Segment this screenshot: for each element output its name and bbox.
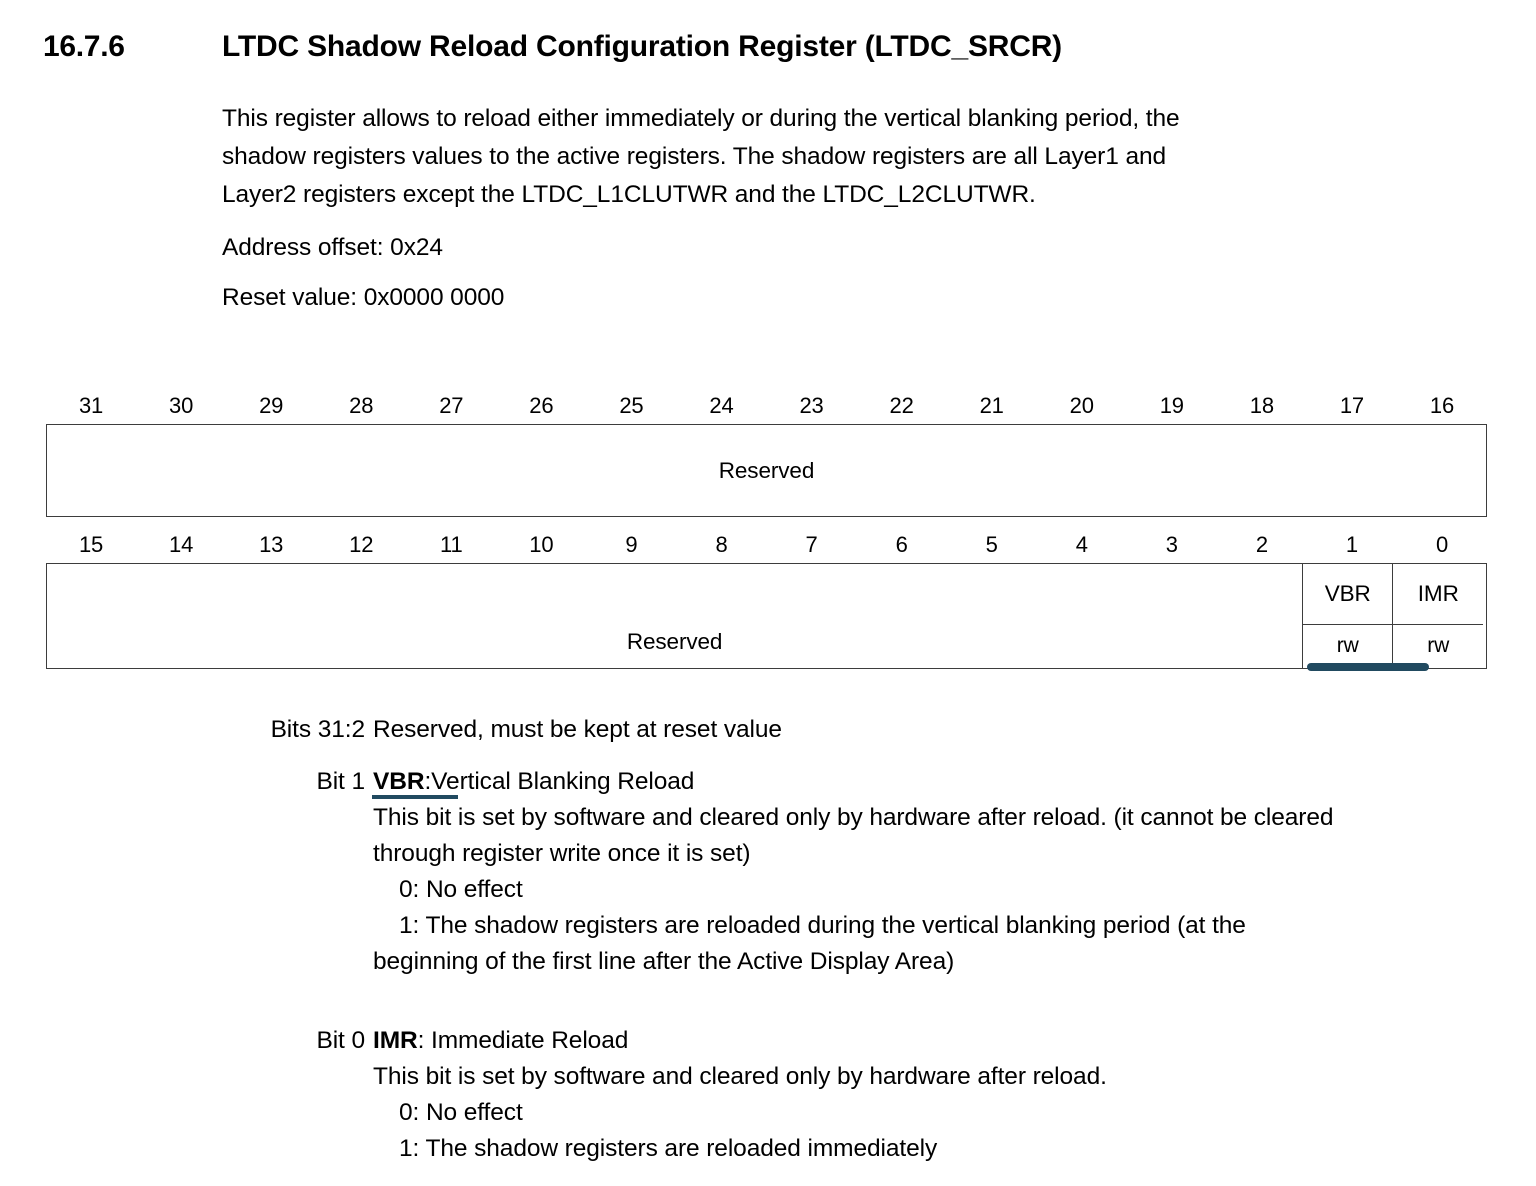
bit-number: 14 — [169, 532, 194, 557]
underlined-field-name-annotation — [373, 764, 431, 800]
bit-field-cell-reserved — [47, 564, 1303, 668]
bit-number-row-low — [46, 531, 1487, 563]
page-heading — [0, 30, 1536, 80]
bit-number: 27 — [439, 393, 464, 418]
bit-number: 0 — [1435, 532, 1448, 557]
section-number: 16.7.6 — [43, 30, 125, 63]
bit-description-body — [373, 712, 1513, 748]
bit-number: 7 — [805, 532, 818, 557]
bit-number: 30 — [169, 393, 194, 418]
bit-field-name-vbr: VBR — [1324, 580, 1371, 606]
bit-number: 23 — [799, 393, 824, 418]
bit-number: 16 — [1429, 393, 1454, 418]
bit-value-line: 1: The shadow registers are reloaded immediately — [399, 1135, 938, 1162]
bit-range-label: Bits 31:2 — [270, 716, 365, 743]
bit-number: 2 — [1255, 532, 1268, 557]
reset-value: Reset value: 0x0000 0000 — [222, 284, 505, 311]
bit-field-separator: : — [417, 1027, 432, 1054]
bit-field-column-imr — [1393, 564, 1483, 668]
bit-field-row-low — [46, 563, 1487, 669]
bit-number: 4 — [1075, 532, 1088, 557]
bit-description-body — [373, 764, 1513, 980]
bit-number: 22 — [889, 393, 914, 418]
bit-value-line: 0: No effect — [399, 1099, 523, 1126]
bit-description-line: through register write once it is set) — [373, 840, 751, 867]
intro-paragraph — [222, 100, 1492, 214]
bit-value-line: 1: The shadow registers are reloaded during the vertical blanking period (at the — [399, 912, 1246, 939]
bit-range-label: Bit 0 — [316, 1027, 365, 1054]
bit-number: 20 — [1069, 393, 1094, 418]
bit-number: 18 — [1249, 393, 1274, 418]
register-bit-table-high — [46, 392, 1487, 517]
bit-field-title-line — [373, 1023, 1513, 1059]
bit-value-line-continued: beginning of the first line after the Active Display Area) — [373, 948, 955, 975]
bit-field-cell-reserved: Reserved — [47, 425, 1486, 516]
bit-field-row-high — [46, 424, 1487, 517]
bit-description-reserved — [0, 712, 1536, 764]
bit-number-row-high — [46, 392, 1487, 424]
bit-number: 5 — [985, 532, 998, 557]
bit-field-title: Immediate Reload — [431, 1027, 629, 1054]
bit-description-body — [373, 1023, 1513, 1167]
bit-number: 11 — [440, 532, 463, 557]
intro-line: shadow registers values to the active registers. The shadow registers are all Layer1 and — [222, 143, 1167, 170]
bit-number: 12 — [349, 532, 374, 557]
bit-description-list — [0, 712, 1536, 1183]
bit-number: 3 — [1165, 532, 1178, 557]
address-offset: Address offset: 0x24 — [222, 234, 443, 261]
bit-number: 28 — [349, 393, 374, 418]
bit-description-line: Reserved, must be kept at reset value — [373, 716, 782, 743]
bit-field-separator: : — [424, 768, 432, 795]
access-label: rw — [1427, 634, 1450, 658]
bit-number: 17 — [1339, 393, 1364, 418]
intro-line: Layer2 registers except the LTDC_L1CLUTWR and the LTDC_L2CLUTWR. — [222, 181, 1036, 208]
bit-number: 10 — [529, 532, 554, 557]
bit-field-name-imr: IMR — [1417, 580, 1459, 606]
bit-number: 25 — [619, 393, 644, 418]
bit-number: 26 — [529, 393, 554, 418]
bit-description-line: This bit is set by software and cleared only by hardware after reload. — [373, 1063, 1107, 1090]
bit-number: 15 — [78, 532, 104, 557]
bit-number: 6 — [895, 532, 908, 557]
bit-field-column-vbr — [1303, 564, 1393, 668]
bit-number: 8 — [715, 532, 728, 557]
bit-field-name: VBR — [373, 768, 425, 795]
reserved-label: Reserved — [626, 629, 723, 654]
bit-number: 21 — [979, 393, 1004, 418]
bit-number: 1 — [1345, 532, 1358, 557]
bit-description-vbr — [0, 764, 1536, 1023]
bit-number: 9 — [625, 532, 638, 557]
intro-text — [222, 100, 1492, 214]
bit-number: 29 — [259, 393, 284, 418]
bit-number: 24 — [709, 393, 734, 418]
intro-line: This register allows to reload either immediately or during the vertical blanking period, the — [222, 105, 1180, 132]
bit-value-line: 0: No effect — [399, 876, 523, 903]
bit-description-line: This bit is set by software and cleared only by hardware after reload. (it cannot be cleared — [373, 804, 1334, 831]
access-label: rw — [1336, 634, 1359, 658]
register-bit-table-low — [46, 531, 1487, 669]
bit-field-title-line — [373, 764, 1513, 800]
bit-description-imr — [0, 1023, 1536, 1183]
bit-field-access-imr — [1393, 624, 1483, 668]
page-title: LTDC Shadow Reload Configuration Register (LTDC_SRCR) — [222, 30, 1062, 63]
bit-number: 31 — [78, 393, 104, 418]
bit-field-name: IMR — [373, 1027, 418, 1054]
bit-range-label: Bit 1 — [316, 768, 365, 795]
bit-field-access-vbr — [1303, 624, 1392, 668]
bit-number: 19 — [1159, 393, 1184, 418]
bit-number: 13 — [259, 532, 284, 557]
bit-field-title: Vertical Blanking Reload — [431, 768, 695, 795]
